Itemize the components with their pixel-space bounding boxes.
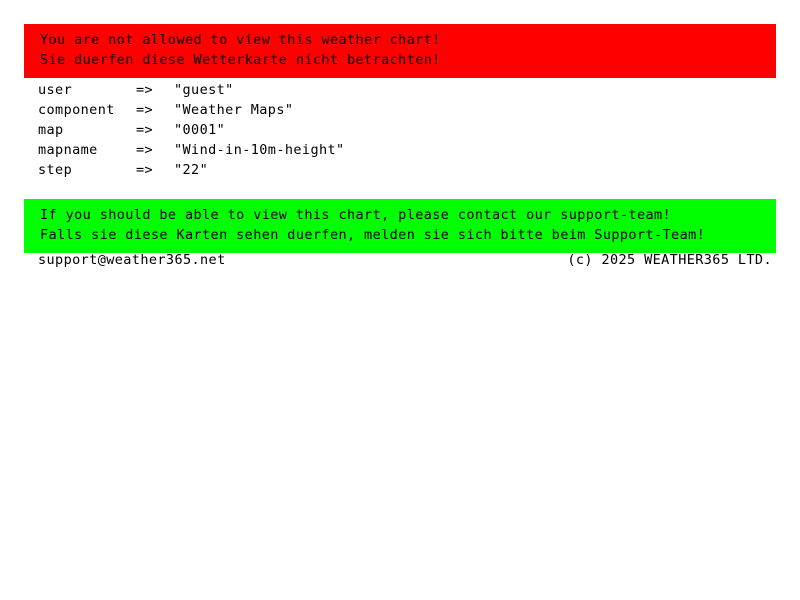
parameter-value: "guest" <box>174 82 234 98</box>
parameter-row <box>38 120 778 140</box>
error-message-de: Sie duerfen diese Wetterkarte nicht betrachten! <box>40 52 441 68</box>
parameter-arrow: => <box>136 102 154 118</box>
parameter-row <box>38 80 778 100</box>
parameter-value: "Wind-in-10m-height" <box>174 142 345 158</box>
parameter-row <box>38 160 778 180</box>
parameter-arrow: => <box>136 122 154 138</box>
parameter-value: "0001" <box>174 122 226 138</box>
support-email-link[interactable]: support@weather365.net <box>38 252 226 268</box>
footer <box>38 250 772 270</box>
parameter-row <box>38 100 778 120</box>
parameter-value: "22" <box>174 162 209 178</box>
parameter-arrow: => <box>136 142 154 158</box>
parameter-key: mapname <box>38 142 98 158</box>
error-message-en: You are not allowed to view this weather chart! <box>40 32 441 48</box>
parameter-key: user <box>38 82 73 98</box>
parameter-arrow: => <box>136 82 154 98</box>
copyright-text: (c) 2025 WEATHER365 LTD. <box>567 252 772 268</box>
parameter-key: component <box>38 102 115 118</box>
parameter-list <box>38 80 778 180</box>
support-message-en: If you should be able to view this chart, please contact our support-team! <box>40 207 672 223</box>
parameter-row <box>38 140 778 160</box>
error-banner <box>24 24 776 78</box>
parameter-arrow: => <box>136 162 154 178</box>
support-info-banner <box>24 199 776 253</box>
parameter-value: "Weather Maps" <box>174 102 294 118</box>
parameter-key: map <box>38 122 64 138</box>
parameter-key: step <box>38 162 73 178</box>
support-message-de: Falls sie diese Karten sehen duerfen, melden sie sich bitte beim Support-Team! <box>40 227 706 243</box>
